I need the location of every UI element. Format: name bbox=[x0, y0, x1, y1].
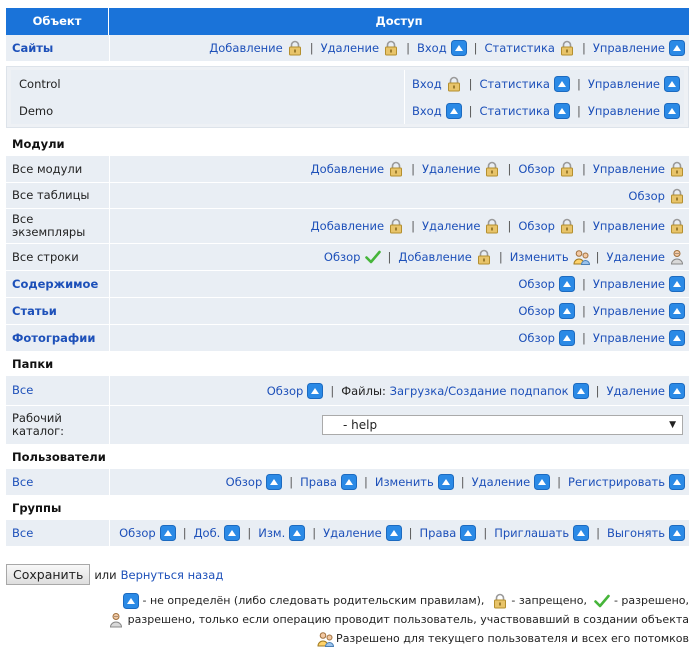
undefined-icon[interactable] bbox=[573, 383, 589, 399]
undefined-icon[interactable] bbox=[534, 474, 550, 490]
action-link[interactable]: Управление bbox=[592, 277, 665, 291]
folders-delete-link[interactable]: Удаление bbox=[606, 383, 665, 398]
action-link[interactable]: Изменить bbox=[509, 250, 569, 264]
lock-icon[interactable] bbox=[559, 161, 575, 177]
table-header bbox=[6, 8, 689, 35]
module-row bbox=[6, 298, 689, 325]
module-row bbox=[6, 183, 689, 209]
undefined-icon[interactable] bbox=[554, 76, 570, 92]
lock-icon bbox=[492, 593, 508, 609]
undefined-icon[interactable] bbox=[664, 103, 680, 119]
action-link[interactable]: Обзор bbox=[323, 250, 361, 264]
workdir-label: Рабочий каталог: bbox=[6, 406, 110, 444]
action-link[interactable]: Управление bbox=[592, 162, 665, 176]
action-link[interactable]: Обзор bbox=[518, 277, 555, 291]
undefined-icon[interactable] bbox=[559, 303, 575, 319]
sites-actions: Добавление | Удаление | Вход | Статистика | Управление bbox=[110, 35, 689, 61]
action-link[interactable]: Добавление bbox=[310, 219, 385, 233]
action-link[interactable]: Добавление bbox=[310, 162, 385, 176]
sites-row bbox=[6, 35, 689, 62]
workdir-select[interactable] bbox=[322, 415, 683, 435]
site-child-row bbox=[11, 97, 684, 124]
action-link[interactable]: Управление bbox=[592, 331, 665, 345]
module-label: Все модули bbox=[12, 161, 83, 176]
module-label[interactable]: Статьи bbox=[12, 303, 57, 318]
action-link[interactable]: Выгонять bbox=[607, 526, 665, 540]
legend-lock-text: - запрещено, bbox=[507, 594, 591, 607]
user-group-icon bbox=[317, 631, 333, 647]
site-child-actions: Вход | Статистика | Управление bbox=[405, 70, 684, 97]
lock-icon[interactable] bbox=[383, 40, 399, 56]
site-child-row bbox=[11, 70, 684, 97]
action-link[interactable]: Изменить bbox=[374, 475, 434, 489]
undefined-icon[interactable] bbox=[669, 276, 685, 292]
files-label: Файлы: bbox=[341, 383, 386, 398]
action-link[interactable]: Права bbox=[300, 475, 337, 489]
or-label: или bbox=[94, 567, 117, 582]
undefined-icon[interactable] bbox=[559, 330, 575, 346]
users-all-row bbox=[6, 469, 689, 496]
modules-section-title: Модули bbox=[12, 137, 65, 151]
sites-children bbox=[6, 66, 689, 128]
legend-group-text: Разрешено для текущего пользователя и всех его потомков bbox=[332, 632, 689, 645]
groups-all-link[interactable]: Все bbox=[12, 525, 34, 540]
undefined-icon[interactable] bbox=[554, 103, 570, 119]
action-link[interactable]: Обзор bbox=[518, 304, 555, 318]
users-actions: Обзор | Права | Изменить | Удаление | Регистрировать bbox=[110, 469, 689, 495]
undefined-icon[interactable] bbox=[669, 474, 685, 490]
action-link[interactable]: Удаление bbox=[421, 162, 481, 176]
module-actions: Обзор | Управление bbox=[110, 271, 689, 297]
undefined-icon[interactable] bbox=[669, 40, 685, 56]
module-label: Все экземпляры bbox=[12, 212, 86, 239]
action-link[interactable]: Удаление bbox=[421, 219, 481, 233]
groups-section-title: Группы bbox=[12, 501, 62, 515]
undefined-icon[interactable] bbox=[446, 103, 462, 119]
user-icon bbox=[108, 612, 124, 628]
undefined-icon[interactable] bbox=[664, 76, 680, 92]
undefined-icon[interactable] bbox=[341, 474, 357, 490]
action-link[interactable]: Доб. bbox=[193, 526, 221, 540]
user-icon[interactable] bbox=[669, 249, 685, 265]
action-link[interactable]: Вход bbox=[416, 41, 447, 55]
action-link[interactable]: Управление bbox=[587, 103, 660, 118]
users-all-link[interactable]: Все bbox=[12, 474, 34, 489]
lock-icon[interactable] bbox=[669, 218, 685, 234]
workdir-select-value: - help bbox=[343, 418, 378, 432]
action-link[interactable]: Обзор bbox=[518, 219, 555, 233]
module-row bbox=[6, 244, 689, 271]
action-link[interactable]: Добавление bbox=[398, 250, 472, 264]
lock-icon[interactable] bbox=[669, 188, 685, 204]
action-link[interactable]: Права bbox=[419, 526, 457, 540]
undefined-icon[interactable] bbox=[451, 40, 467, 56]
action-link[interactable]: Управление bbox=[592, 41, 665, 55]
form-footer bbox=[6, 564, 689, 585]
action-link[interactable]: Статистика bbox=[479, 76, 550, 91]
lock-icon[interactable] bbox=[388, 161, 404, 177]
module-actions: Добавление | Удаление | Обзор | Управление bbox=[110, 209, 689, 243]
user-group-icon[interactable] bbox=[573, 249, 589, 265]
action-link[interactable]: Добавление bbox=[209, 41, 283, 55]
module-label: Все таблицы bbox=[12, 188, 90, 202]
lock-icon[interactable] bbox=[669, 161, 685, 177]
sites-link[interactable]: Сайты bbox=[12, 40, 54, 55]
folders-all-link[interactable]: Все bbox=[12, 383, 34, 397]
module-actions: Обзор | Управление bbox=[110, 325, 689, 351]
lock-icon[interactable] bbox=[476, 249, 492, 265]
undefined-icon[interactable] bbox=[224, 525, 240, 541]
folders-actions: Обзор | Файлы: Загрузка/Создание подпапок | Удаление bbox=[110, 376, 689, 405]
chevron-down-icon: ▼ bbox=[669, 420, 676, 430]
modules-rows bbox=[6, 156, 689, 352]
lock-icon[interactable] bbox=[388, 218, 404, 234]
module-actions: Обзор | Добавление | Изменить | Удаление bbox=[110, 244, 689, 270]
site-child-name: Demo bbox=[11, 97, 405, 124]
action-link[interactable]: Удаление bbox=[323, 526, 382, 540]
header-object: Объект bbox=[6, 8, 109, 35]
module-actions: Обзор | Управление bbox=[110, 298, 689, 324]
folders-view-link[interactable]: Обзор bbox=[266, 383, 304, 398]
action-link[interactable]: Обзор bbox=[518, 162, 555, 176]
action-link[interactable]: Статистика bbox=[484, 41, 555, 55]
module-label[interactable]: Содержимое bbox=[12, 276, 99, 291]
action-link[interactable]: Управление bbox=[587, 76, 660, 91]
undefined-icon[interactable] bbox=[669, 383, 685, 399]
lock-icon[interactable] bbox=[484, 218, 500, 234]
action-link[interactable]: Изм. bbox=[258, 526, 286, 540]
lock-icon[interactable] bbox=[287, 40, 303, 56]
check-icon bbox=[594, 593, 610, 609]
action-link[interactable]: Обзор bbox=[225, 475, 263, 489]
lock-icon[interactable] bbox=[446, 76, 462, 92]
module-actions: Добавление | Удаление | Обзор | Управление bbox=[110, 156, 689, 182]
folders-all-row bbox=[6, 376, 689, 406]
module-row bbox=[6, 271, 689, 298]
action-link[interactable]: Управление bbox=[592, 219, 665, 233]
folders-section-title: Папки bbox=[12, 357, 54, 371]
undefined-icon[interactable] bbox=[669, 303, 685, 319]
legend-undefined-text: - не определён (либо следовать родительским правилам), bbox=[138, 594, 488, 607]
module-row bbox=[6, 156, 689, 183]
groups-all-row bbox=[6, 520, 689, 547]
site-child-actions: Вход | Статистика | Управление bbox=[405, 97, 684, 124]
lock-icon[interactable] bbox=[484, 161, 500, 177]
action-link[interactable]: Обзор bbox=[119, 526, 156, 540]
check-icon[interactable] bbox=[365, 249, 381, 265]
back-link[interactable]: Вернуться назад bbox=[120, 567, 224, 582]
legend-user-text: разрешено, только если операцию проводит пользователь, участвовавший в создании объекта bbox=[124, 613, 689, 626]
header-access: Доступ bbox=[109, 8, 689, 35]
module-label[interactable]: Фотографии bbox=[12, 330, 96, 345]
undefined-icon[interactable] bbox=[307, 383, 323, 399]
undefined-icon[interactable] bbox=[266, 474, 282, 490]
module-label: Все строки bbox=[12, 249, 79, 264]
undefined-icon[interactable] bbox=[160, 525, 176, 541]
action-link[interactable]: Обзор bbox=[628, 188, 665, 203]
undefined-icon[interactable] bbox=[573, 525, 589, 541]
save-button[interactable]: Сохранить bbox=[6, 564, 90, 585]
undefined-icon[interactable] bbox=[386, 525, 402, 541]
folders-upload-link[interactable]: Загрузка/Создание подпапок bbox=[389, 383, 569, 398]
site-child-name: Control bbox=[11, 70, 405, 97]
undefined-icon[interactable] bbox=[559, 276, 575, 292]
legend bbox=[6, 591, 689, 648]
module-row bbox=[6, 209, 689, 244]
action-link[interactable]: Удаление bbox=[606, 250, 665, 264]
legend-check-text: - разрешено, bbox=[610, 594, 689, 607]
undefined-icon[interactable] bbox=[438, 474, 454, 490]
module-actions bbox=[110, 183, 689, 208]
action-link[interactable]: Регистрировать bbox=[568, 475, 665, 489]
undefined-icon bbox=[123, 593, 139, 609]
action-link[interactable]: Вход bbox=[411, 76, 442, 91]
action-link[interactable]: Удаление bbox=[320, 41, 380, 55]
undefined-icon[interactable] bbox=[460, 525, 476, 541]
action-link[interactable]: Приглашать bbox=[494, 526, 570, 540]
module-row bbox=[6, 325, 689, 352]
lock-icon[interactable] bbox=[559, 218, 575, 234]
groups-actions: Обзор | Доб. | Изм. | Удаление | Права | Приглашать | Выгонять bbox=[110, 520, 689, 546]
action-link[interactable]: Управление bbox=[592, 304, 665, 318]
undefined-icon[interactable] bbox=[669, 330, 685, 346]
undefined-icon[interactable] bbox=[669, 525, 685, 541]
action-link[interactable]: Обзор bbox=[518, 331, 555, 345]
lock-icon[interactable] bbox=[559, 40, 575, 56]
action-link[interactable]: Статистика bbox=[479, 103, 550, 118]
workdir-row bbox=[6, 406, 689, 445]
undefined-icon[interactable] bbox=[289, 525, 305, 541]
users-section-title: Пользователи bbox=[12, 450, 106, 464]
action-link[interactable]: Удаление bbox=[471, 475, 531, 489]
action-link[interactable]: Вход bbox=[411, 103, 442, 118]
